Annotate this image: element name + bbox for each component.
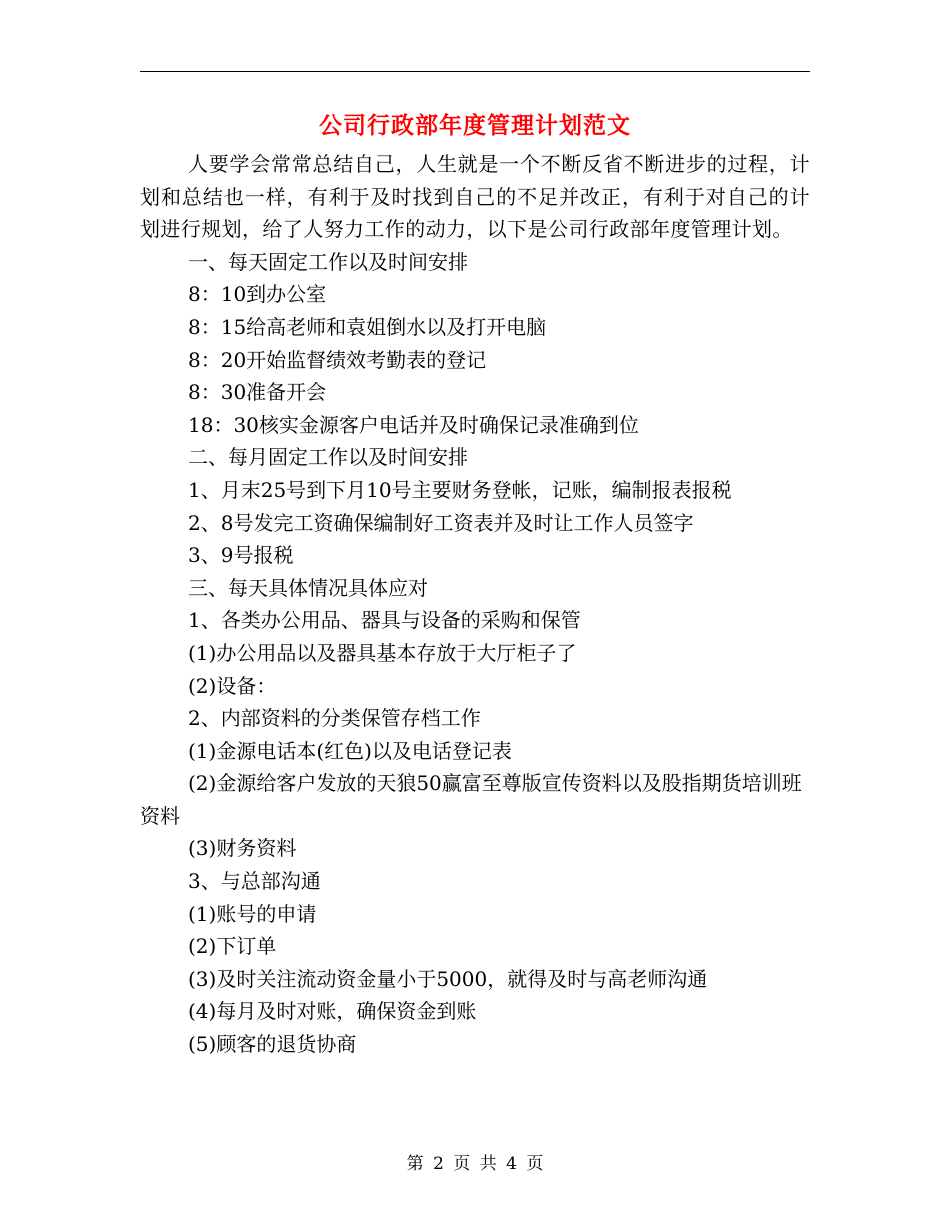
schedule-item: 18：30核实金源客户电话并及时确保记录准确到位 bbox=[188, 412, 639, 437]
section-heading-monthly: 二、每月固定工作以及时间安排 bbox=[188, 445, 468, 470]
header-rule bbox=[140, 71, 810, 72]
list-item: 2、8号发完工资确保编制好工资表并及时让工作人员签字 bbox=[188, 510, 694, 535]
intro-paragraph: 人要学会常常总结自己，人生就是一个不断反省不断进步的过程，计划和总结也一样，有利于及时找到自己的不足并改正，有利于对自己的计划进行规划，给了人努力工作的动力，以下是公司行政部年度管理计划。 bbox=[140, 152, 810, 242]
document-title: 公司行政部年度管理计划范文 bbox=[319, 112, 631, 139]
page-number-footer: 第 2 页 共 4 页 bbox=[406, 1154, 544, 1174]
schedule-item: 8：10到办公室 bbox=[188, 282, 327, 307]
schedule-item: 8：15给高老师和袁姐倒水以及打开电脑 bbox=[188, 314, 547, 339]
sub-item: (3)财务资料 bbox=[188, 836, 297, 861]
document-body bbox=[140, 148, 810, 1061]
list-item: 3、与总部沟通 bbox=[188, 869, 321, 894]
section-heading-specific: 三、每天具体情况具体应对 bbox=[188, 575, 428, 600]
list-item: 1、各类办公用品、器具与设备的采购和保管 bbox=[188, 608, 581, 633]
sub-item: (2)下订单 bbox=[188, 934, 277, 959]
sub-item: (1)办公用品以及器具基本存放于大厅柜子了 bbox=[188, 640, 577, 665]
sub-item: (3)及时关注流动资金量小于5000，就得及时与高老师沟通 bbox=[188, 966, 708, 991]
sub-item: (1)账号的申请 bbox=[188, 901, 317, 926]
schedule-item: 8：30准备开会 bbox=[188, 380, 327, 405]
list-item: 1、月末25号到下月10号主要财务登帐，记账，编制报表报税 bbox=[188, 477, 732, 502]
sub-item: (2)金源给客户发放的天狼50赢富至尊版宣传资料以及股指期货培训班资料 bbox=[140, 771, 802, 828]
sub-item: (5)顾客的退货协商 bbox=[188, 1032, 357, 1057]
schedule-item: 8：20开始监督绩效考勤表的登记 bbox=[188, 347, 487, 372]
sub-item: (1)金源电话本(红色)以及电话登记表 bbox=[188, 738, 512, 763]
list-item: 2、内部资料的分类保管存档工作 bbox=[188, 706, 481, 731]
list-item: 3、9号报税 bbox=[188, 543, 294, 568]
section-heading-daily: 一、每天固定工作以及时间安排 bbox=[188, 249, 468, 274]
sub-item: (4)每月及时对账，确保资金到账 bbox=[188, 999, 477, 1024]
sub-item: (2)设备： bbox=[188, 673, 277, 698]
